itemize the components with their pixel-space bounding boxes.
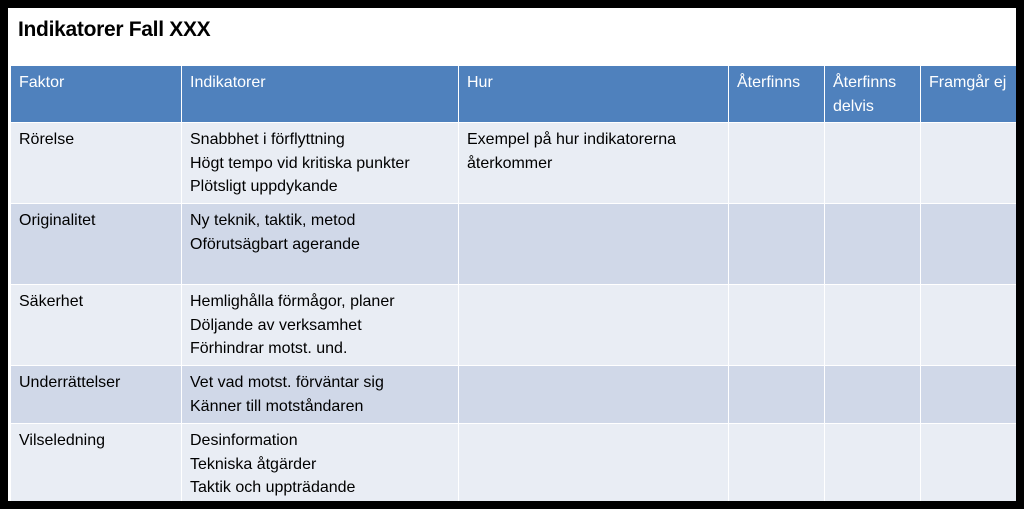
cell-hur xyxy=(459,424,729,502)
indicator-line: Döljande av verksamhet xyxy=(190,316,362,334)
cell-aterfinns xyxy=(729,204,825,285)
indicator-line: Desinformation xyxy=(190,432,298,449)
indicator-line: Tekniska åtgärder xyxy=(190,455,317,473)
cell-hur xyxy=(459,285,729,366)
table-header-row xyxy=(11,66,1017,123)
cell-framgar-ej xyxy=(921,285,1017,366)
cell-aterfinns-delvis xyxy=(825,123,921,204)
cell-aterfinns-delvis xyxy=(825,424,921,502)
indicator-line: Taktik och uppträdande xyxy=(190,479,356,496)
cell-indikatorer xyxy=(182,285,459,366)
indicator-line: Oförutsägbart agerande xyxy=(190,235,360,253)
cell-indikatorer xyxy=(182,424,459,502)
cell-faktor: Originalitet xyxy=(11,204,182,285)
header-hur: Hur xyxy=(459,66,729,123)
indicator-line: Hemlighålla förmågor, planer xyxy=(190,293,395,310)
cell-faktor: Underrättelser xyxy=(11,366,182,424)
cell-aterfinns xyxy=(729,123,825,204)
indicator-table xyxy=(10,65,1016,501)
table-row xyxy=(11,424,1017,502)
cell-faktor: Vilseledning xyxy=(11,424,182,502)
slide-title: Indikatorer Fall XXX xyxy=(18,18,211,41)
indicator-line: Förhindrar motst. und. xyxy=(190,340,348,357)
indicator-line: Plötsligt uppdykande xyxy=(190,178,338,195)
indicator-line: Högt tempo vid kritiska punkter xyxy=(190,154,410,172)
cell-aterfinns xyxy=(729,424,825,502)
cell-faktor: Rörelse xyxy=(11,123,182,204)
cell-aterfinns xyxy=(729,285,825,366)
slide xyxy=(8,8,1016,501)
cell-hur xyxy=(459,366,729,424)
cell-framgar-ej xyxy=(921,366,1017,424)
indicator-line: Ny teknik, taktik, metod xyxy=(190,212,356,229)
cell-aterfinns-delvis xyxy=(825,366,921,424)
header-aterfinns-delvis: Återfinns delvis xyxy=(825,66,921,123)
cell-framgar-ej xyxy=(921,424,1017,502)
indicator-line: Känner till motståndaren xyxy=(190,397,364,415)
cell-hur: Exempel på hur indikatorerna återkommer xyxy=(459,123,729,204)
table-row xyxy=(11,123,1017,204)
cell-hur xyxy=(459,204,729,285)
indicator-line: Snabbhet i förflyttning xyxy=(190,131,345,148)
cell-indikatorer xyxy=(182,366,459,424)
header-faktor: Faktor xyxy=(11,66,182,123)
cell-framgar-ej xyxy=(921,204,1017,285)
header-aterfinns: Återfinns xyxy=(729,66,825,123)
cell-aterfinns-delvis xyxy=(825,285,921,366)
table-row xyxy=(11,204,1017,285)
cell-framgar-ej xyxy=(921,123,1017,204)
header-indikatorer: Indikatorer xyxy=(182,66,459,123)
table-row xyxy=(11,285,1017,366)
table-row xyxy=(11,366,1017,424)
cell-indikatorer xyxy=(182,123,459,204)
header-framgar-ej: Framgår ej xyxy=(921,66,1017,123)
cell-aterfinns-delvis xyxy=(825,204,921,285)
indicator-line: Vet vad motst. förväntar sig xyxy=(190,374,384,391)
cell-faktor: Säkerhet xyxy=(11,285,182,366)
cell-aterfinns xyxy=(729,366,825,424)
cell-indikatorer xyxy=(182,204,459,285)
